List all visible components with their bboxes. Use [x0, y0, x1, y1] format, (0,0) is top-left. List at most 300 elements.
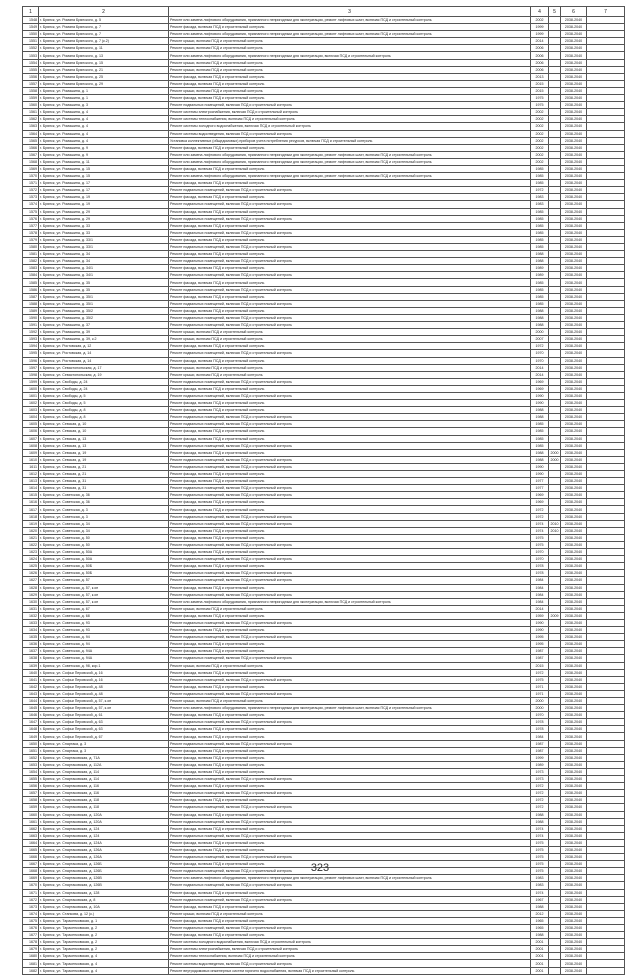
cell-work-type: Ремонт фасада, включая ПСД и строительный контроль — [169, 669, 531, 676]
cell-year-overhaul — [549, 733, 561, 740]
cell-note — [587, 456, 625, 463]
cell-note — [587, 17, 625, 24]
cell-row-number: 1621 — [23, 534, 39, 541]
cell-planned-period: 2038-2040 — [561, 151, 587, 158]
cell-year-built: 1978 — [531, 726, 549, 733]
cell-row-number: 1640 — [23, 669, 39, 676]
cell-note — [587, 300, 625, 307]
cell-planned-period: 2038-2040 — [561, 690, 587, 697]
cell-address: г. Брянск, ул. Ромашина, д. 3 — [39, 102, 169, 109]
cell-row-number: 1566 — [23, 144, 39, 151]
cell-address: г. Брянск, ул. Севская, д. 10 — [39, 421, 169, 428]
cell-year-overhaul — [549, 740, 561, 747]
cell-address: г. Брянск, ул. Севская, д. 13 — [39, 435, 169, 442]
cell-address: г. Брянск, ул. Спартаковская, д. 116 — [39, 783, 169, 790]
cell-address: г. Брянск, ул. Севская, д. 21 — [39, 471, 169, 478]
cell-work-type: Ремонт фасада, включая ПСД и строительный контроль — [169, 265, 531, 272]
table-row — [23, 683, 625, 690]
cell-work-type: Ремонт подвальных помещений, включая ПСД и строительный контроль — [169, 818, 531, 825]
cell-year-overhaul — [549, 392, 561, 399]
cell-year-overhaul — [549, 889, 561, 896]
cell-row-number: 1548 — [23, 17, 39, 24]
cell-note — [587, 357, 625, 364]
cell-row-number: 1631 — [23, 605, 39, 612]
cell-work-type: Ремонт фасада, включая ПСД и строительный контроль — [169, 222, 531, 229]
table-row — [23, 463, 625, 470]
cell-row-number: 1647 — [23, 719, 39, 726]
cell-year-built: 1974 — [531, 889, 549, 896]
table-row — [23, 73, 625, 80]
cell-work-type: Ремонт фасада, включая ПСД и строительный контроль — [169, 747, 531, 754]
cell-year-overhaul — [549, 407, 561, 414]
table-row — [23, 151, 625, 158]
cell-note — [587, 605, 625, 612]
cell-note — [587, 400, 625, 407]
cell-work-type: Ремонт фасада, включая ПСД и строительный контроль — [169, 733, 531, 740]
table-row — [23, 712, 625, 719]
table-row — [23, 300, 625, 307]
cell-note — [587, 414, 625, 421]
cell-address: г. Брянск, ул. Романа Брянского, д. 11 — [39, 45, 169, 52]
cell-address: г. Брянск, ул. Спартака, д. 3 — [39, 740, 169, 747]
cell-planned-period: 2038-2040 — [561, 854, 587, 861]
cell-planned-period: 2038-2040 — [561, 102, 587, 109]
cell-year-overhaul — [549, 761, 561, 768]
cell-row-number: 1583 — [23, 265, 39, 272]
works-table — [22, 6, 625, 975]
cell-address: г. Брянск, ул. Ромашина, д. 17 — [39, 187, 169, 194]
cell-year-built: 1975 — [531, 102, 549, 109]
cell-row-number: 1671 — [23, 889, 39, 896]
works-table-container — [22, 6, 624, 975]
cell-note — [587, 45, 625, 52]
cell-planned-period: 2038-2040 — [561, 80, 587, 87]
cell-address: г. Брянск, ул. Свободы, д. 8 — [39, 407, 169, 414]
table-row — [23, 619, 625, 626]
cell-note — [587, 293, 625, 300]
cell-year-overhaul — [549, 187, 561, 194]
cell-work-type: Ремонт фасада, включая ПСД и строительный контроль — [169, 343, 531, 350]
cell-year-overhaul — [549, 73, 561, 80]
cell-note — [587, 123, 625, 130]
cell-row-number: 1604 — [23, 414, 39, 421]
cell-work-type: Ремонт фасада, включая ПСД и строительный контроль — [169, 839, 531, 846]
cell-work-type: Ремонт фасада, включая ПСД и строительный контроль — [169, 861, 531, 868]
cell-note — [587, 896, 625, 903]
cell-planned-period: 2038-2040 — [561, 619, 587, 626]
cell-row-number: 1602 — [23, 400, 39, 407]
cell-planned-period: 2038-2040 — [561, 655, 587, 662]
cell-planned-period: 2038-2040 — [561, 414, 587, 421]
cell-planned-period: 2038-2040 — [561, 471, 587, 478]
cell-year-overhaul — [549, 414, 561, 421]
cell-address: г. Брянск, ул. Спартаковская, д. 71А — [39, 754, 169, 761]
table-row — [23, 655, 625, 662]
cell-note — [587, 917, 625, 924]
cell-row-number: 1568 — [23, 158, 39, 165]
cell-year-built: 2002 — [531, 158, 549, 165]
cell-year-overhaul — [549, 300, 561, 307]
cell-year-built: 1985 — [531, 293, 549, 300]
cell-note — [587, 130, 625, 137]
cell-work-type: Ремонт подвальных помещений, включая ПСД и строительный контроль — [169, 102, 531, 109]
cell-note — [587, 31, 625, 38]
cell-year-built: 1988 — [531, 258, 549, 265]
table-row — [23, 251, 625, 258]
cell-row-number: 1600 — [23, 385, 39, 392]
cell-note — [587, 272, 625, 279]
cell-year-built: 1974 — [531, 832, 549, 839]
cell-planned-period: 2038-2040 — [561, 378, 587, 385]
cell-address: г. Брянск, ул. Советская, д. 68 — [39, 612, 169, 619]
table-body — [23, 17, 625, 975]
cell-year-built: 1985 — [531, 300, 549, 307]
cell-note — [587, 286, 625, 293]
cell-address: г. Брянск, ул. Советская, д. 50А — [39, 549, 169, 556]
cell-note — [587, 194, 625, 201]
cell-year-built: 1985 — [531, 208, 549, 215]
cell-work-type: Ремонт фасада, включая ПСД и строительный контроль — [169, 825, 531, 832]
table-row — [23, 485, 625, 492]
cell-year-built: 1985 — [531, 222, 549, 229]
cell-work-type: Ремонт подвальных помещений, включая ПСД и строительный контроль — [169, 350, 531, 357]
cell-year-overhaul — [549, 648, 561, 655]
cell-work-type: Ремонт фасада, включая ПСД и строительный контроль — [169, 73, 531, 80]
cell-year-built: 1972 — [531, 790, 549, 797]
cell-planned-period: 2038-2040 — [561, 222, 587, 229]
cell-note — [587, 158, 625, 165]
cell-year-built: 1999 — [531, 24, 549, 31]
cell-year-overhaul — [549, 59, 561, 66]
cell-year-overhaul — [549, 180, 561, 187]
cell-address: г. Брянск, ул. Спартаковская, д. 118 — [39, 797, 169, 804]
cell-year-overhaul — [549, 24, 561, 31]
cell-year-overhaul — [549, 712, 561, 719]
cell-address: г. Брянск, ул. Романа Брянского, д. 13 — [39, 52, 169, 59]
cell-planned-period: 2038-2040 — [561, 463, 587, 470]
cell-planned-period: 2038-2040 — [561, 272, 587, 279]
cell-work-type: Ремонт крыши, включая ПСД и строительный контроль — [169, 87, 531, 94]
cell-row-number: 1666 — [23, 854, 39, 861]
cell-planned-period: 2038-2040 — [561, 598, 587, 605]
cell-work-type: Ремонт фасада, включая ПСД и строительный контроль — [169, 407, 531, 414]
cell-year-built: 1972 — [531, 513, 549, 520]
column-header-6: 6 — [561, 7, 587, 17]
cell-row-number: 1606 — [23, 428, 39, 435]
cell-year-built: 1990 — [531, 471, 549, 478]
cell-year-overhaul — [549, 17, 561, 24]
cell-row-number: 1596 — [23, 357, 39, 364]
cell-note — [587, 889, 625, 896]
cell-year-overhaul — [549, 747, 561, 754]
table-row — [23, 59, 625, 66]
cell-planned-period: 2038-2040 — [561, 343, 587, 350]
table-row — [23, 669, 625, 676]
cell-note — [587, 428, 625, 435]
cell-year-overhaul — [549, 364, 561, 371]
cell-year-built: 1985 — [531, 279, 549, 286]
cell-note — [587, 839, 625, 846]
cell-year-overhaul — [549, 272, 561, 279]
cell-work-type: Ремонт подвальных помещений, включая ПСД и строительный контроль — [169, 634, 531, 641]
cell-year-built: 1988 — [531, 449, 549, 456]
cell-planned-period: 2038-2040 — [561, 648, 587, 655]
cell-planned-period: 2038-2040 — [561, 265, 587, 272]
table-row — [23, 563, 625, 570]
table-row — [23, 201, 625, 208]
cell-year-overhaul — [549, 463, 561, 470]
cell-row-number: 1572 — [23, 187, 39, 194]
cell-work-type: Ремонт крыши, включая ПСД и строительный контроль — [169, 910, 531, 917]
table-row — [23, 946, 625, 953]
table-row — [23, 322, 625, 329]
cell-year-overhaul — [549, 662, 561, 669]
cell-address: г. Брянск, ул. Тарасенковская, д. 2 — [39, 946, 169, 953]
cell-row-number: 1565 — [23, 137, 39, 144]
cell-planned-period: 2038-2040 — [561, 506, 587, 513]
cell-address: г. Брянск, ул. Советская, д. 94А — [39, 648, 169, 655]
table-row — [23, 719, 625, 726]
table-row — [23, 236, 625, 243]
cell-address: г. Брянск, ул. Софьи Перовской, д. 57, к.он — [39, 698, 169, 705]
cell-address: г. Брянск, ул. Софьи Перовской, д. 63 — [39, 726, 169, 733]
cell-row-number: 1615 — [23, 492, 39, 499]
cell-year-built: 1975 — [531, 676, 549, 683]
cell-row-number: 1555 — [23, 66, 39, 73]
cell-year-overhaul — [549, 421, 561, 428]
cell-year-overhaul — [549, 336, 561, 343]
cell-year-built: 1988 — [531, 307, 549, 314]
cell-address: г. Брянск, ул. Советская, д. 57, к.он — [39, 598, 169, 605]
cell-year-overhaul — [549, 371, 561, 378]
table-row — [23, 414, 625, 421]
cell-planned-period: 2038-2040 — [561, 925, 587, 932]
cell-year-built: 1985 — [531, 442, 549, 449]
cell-row-number: 1662 — [23, 825, 39, 832]
cell-planned-period: 2038-2040 — [561, 66, 587, 73]
cell-year-built: 1970 — [531, 549, 549, 556]
cell-work-type: Ремонт системы холодного водоснабжения, включая ПСД и строительный контроль — [169, 939, 531, 946]
cell-work-type: Ремонт крыши, включая ПСД и строительный контроль — [169, 66, 531, 73]
cell-row-number: 1601 — [23, 392, 39, 399]
cell-row-number: 1669 — [23, 875, 39, 882]
cell-planned-period: 2038-2040 — [561, 59, 587, 66]
cell-year-built: 1985 — [531, 435, 549, 442]
cell-year-overhaul — [549, 87, 561, 94]
cell-year-built: 1988 — [531, 414, 549, 421]
table-row — [23, 698, 625, 705]
table-row — [23, 783, 625, 790]
cell-address: г. Брянск, ул. Ромашина, д. 4 — [39, 137, 169, 144]
cell-work-type: Ремонт фасада, включая ПСД и строительный контроль — [169, 478, 531, 485]
cell-year-built: 2001 — [531, 953, 549, 960]
cell-row-number: 1570 — [23, 173, 39, 180]
cell-work-type: Ремонт фасада, включая ПСД и строительный контроль — [169, 208, 531, 215]
cell-planned-period: 2038-2040 — [561, 832, 587, 839]
cell-year-built: 1983 — [531, 882, 549, 889]
cell-work-type: Ремонт подвальных помещений, включая ПСД и строительный контроль — [169, 314, 531, 321]
cell-planned-period: 2038-2040 — [561, 392, 587, 399]
table-row — [23, 882, 625, 889]
cell-address: г. Брянск, ул. Тарасенковская, д. 2 — [39, 939, 169, 946]
cell-note — [587, 102, 625, 109]
table-row — [23, 471, 625, 478]
table-row — [23, 761, 625, 768]
cell-row-number: 1579 — [23, 236, 39, 243]
cell-year-built: 1999 — [531, 754, 549, 761]
table-row — [23, 690, 625, 697]
cell-address: г. Брянск, ул. Спартаковская, д. 114 — [39, 768, 169, 775]
cell-note — [587, 59, 625, 66]
cell-year-overhaul — [549, 442, 561, 449]
cell-year-built: 1972 — [531, 343, 549, 350]
cell-planned-period: 2038-2040 — [561, 889, 587, 896]
table-row — [23, 102, 625, 109]
cell-work-type: Ремонт фасада, включая ПСД и строительный контроль — [169, 236, 531, 243]
cell-year-overhaul — [549, 151, 561, 158]
cell-row-number: 1644 — [23, 698, 39, 705]
cell-row-number: 1560 — [23, 102, 39, 109]
cell-planned-period: 2038-2040 — [561, 364, 587, 371]
cell-address: г. Брянск, ул. Ромашина, д. 34 — [39, 251, 169, 258]
cell-year-built: 2001 — [531, 946, 549, 953]
cell-note — [587, 648, 625, 655]
cell-work-type: Ремонт крыши, включая ПСД и строительный контроль — [169, 45, 531, 52]
table-row — [23, 627, 625, 634]
cell-work-type: Ремонт подвальных помещений, включая ПСД и строительный контроль — [169, 258, 531, 265]
cell-work-type: Ремонт подвальных помещений, включая ПСД и строительный контроль — [169, 690, 531, 697]
cell-row-number: 1552 — [23, 45, 39, 52]
cell-row-number: 1645 — [23, 705, 39, 712]
cell-year-built: 1988 — [531, 818, 549, 825]
cell-work-type: Ремонт крыши, включая ПСД и строительный контроль — [169, 605, 531, 612]
table-row — [23, 662, 625, 669]
cell-row-number: 1594 — [23, 343, 39, 350]
cell-work-type: Ремонт крыши, включая ПСД и строительный контроль — [169, 38, 531, 45]
cell-address: г. Брянск, ул. Ромашина, д. 15 — [39, 165, 169, 172]
cell-year-overhaul — [549, 236, 561, 243]
cell-planned-period: 2038-2040 — [561, 492, 587, 499]
cell-planned-period: 2038-2040 — [561, 868, 587, 875]
cell-note — [587, 201, 625, 208]
cell-year-built: 1969 — [531, 499, 549, 506]
cell-note — [587, 38, 625, 45]
cell-row-number: 1633 — [23, 619, 39, 626]
cell-planned-period: 2038-2040 — [561, 719, 587, 726]
cell-year-overhaul — [549, 66, 561, 73]
cell-year-overhaul — [549, 634, 561, 641]
cell-year-overhaul — [549, 52, 561, 59]
cell-year-overhaul — [549, 378, 561, 385]
cell-row-number: 1634 — [23, 627, 39, 634]
cell-year-overhaul — [549, 350, 561, 357]
cell-address: г. Брянск, ул. Спартаковская, д. 120А — [39, 818, 169, 825]
cell-year-overhaul — [549, 123, 561, 130]
table-row — [23, 456, 625, 463]
cell-row-number: 1581 — [23, 251, 39, 258]
cell-year-overhaul — [549, 818, 561, 825]
table-row — [23, 896, 625, 903]
cell-work-type: Ремонт подвальных помещений, включая ПСД и строительный контроль — [169, 286, 531, 293]
cell-year-built: 1988 — [531, 456, 549, 463]
cell-planned-period: 2038-2040 — [561, 336, 587, 343]
cell-year-built: 1971 — [531, 683, 549, 690]
cell-note — [587, 385, 625, 392]
table-row — [23, 229, 625, 236]
cell-row-number: 1619 — [23, 520, 39, 527]
table-row — [23, 939, 625, 946]
table-row — [23, 754, 625, 761]
cell-work-type: Ремонт подвальных помещений, включая ПСД и строительный контроль — [169, 655, 531, 662]
cell-row-number: 1561 — [23, 109, 39, 116]
cell-year-built: 1987 — [531, 740, 549, 747]
cell-work-type: Ремонт подвальных помещений, включая ПСД и строительный контроль — [169, 868, 531, 875]
cell-work-type: Ремонт фасада, включая ПСД и строительный контроль — [169, 627, 531, 634]
table-row — [23, 421, 625, 428]
cell-year-built: 1990 — [531, 400, 549, 407]
cell-year-overhaul — [549, 854, 561, 861]
cell-row-number: 1603 — [23, 407, 39, 414]
cell-planned-period: 2038-2040 — [561, 244, 587, 251]
cell-address: г. Брянск, ул. Советская, д. 34 — [39, 520, 169, 527]
cell-address: г. Брянск, ул. Ромашина, д. 35 — [39, 279, 169, 286]
table-row — [23, 52, 625, 59]
cell-year-overhaul — [549, 946, 561, 953]
cell-note — [587, 612, 625, 619]
cell-address: г. Брянск, ул. Софьи Перовской, д. 48 — [39, 683, 169, 690]
table-row — [23, 222, 625, 229]
table-row — [23, 17, 625, 24]
cell-work-type: Ремонт подвальных помещений, включая ПСД и строительный контроль — [169, 854, 531, 861]
cell-work-type: Ремонт фасада, включая ПСД и строительный контроль — [169, 811, 531, 818]
cell-row-number: 1613 — [23, 478, 39, 485]
cell-note — [587, 165, 625, 172]
table-row — [23, 818, 625, 825]
cell-work-type: Ремонт фасада, включая ПСД и строительный контроль — [169, 385, 531, 392]
cell-note — [587, 173, 625, 180]
cell-planned-period: 2038-2040 — [561, 144, 587, 151]
cell-year-overhaul — [549, 627, 561, 634]
cell-row-number: 1663 — [23, 832, 39, 839]
table-row — [23, 87, 625, 94]
cell-note — [587, 761, 625, 768]
cell-planned-period: 2038-2040 — [561, 513, 587, 520]
cell-year-built: 1988 — [531, 811, 549, 818]
cell-row-number: 1622 — [23, 541, 39, 548]
cell-address: г. Брянск, ул. Советская, д. 3 — [39, 513, 169, 520]
cell-work-type: Ремонт фасада, включая ПСД и строительный контроль — [169, 24, 531, 31]
column-header-7: 7 — [587, 7, 625, 17]
table-row — [23, 258, 625, 265]
table-row — [23, 24, 625, 31]
table-row — [23, 506, 625, 513]
cell-planned-period: 2038-2040 — [561, 449, 587, 456]
cell-row-number: 1574 — [23, 201, 39, 208]
cell-row-number: 1657 — [23, 790, 39, 797]
cell-address: г. Брянск, ул. Советская, д. 34 — [39, 527, 169, 534]
cell-planned-period: 2038-2040 — [561, 825, 587, 832]
cell-year-overhaul — [549, 201, 561, 208]
cell-work-type: Ремонт фасада, включая ПСД и строительный контроль — [169, 768, 531, 775]
cell-planned-period: 2038-2040 — [561, 116, 587, 123]
cell-planned-period: 2038-2040 — [561, 768, 587, 775]
cell-year-built: 2000 — [531, 329, 549, 336]
cell-work-type: Ремонт внутридомовых инженерных систем горячего водоснабжения, включая ПСД и строительный контроль — [169, 967, 531, 974]
cell-note — [587, 655, 625, 662]
cell-work-type: Ремонт системы водоотведения, включая ПСД и строительный контроль — [169, 960, 531, 967]
cell-note — [587, 87, 625, 94]
table-row — [23, 279, 625, 286]
